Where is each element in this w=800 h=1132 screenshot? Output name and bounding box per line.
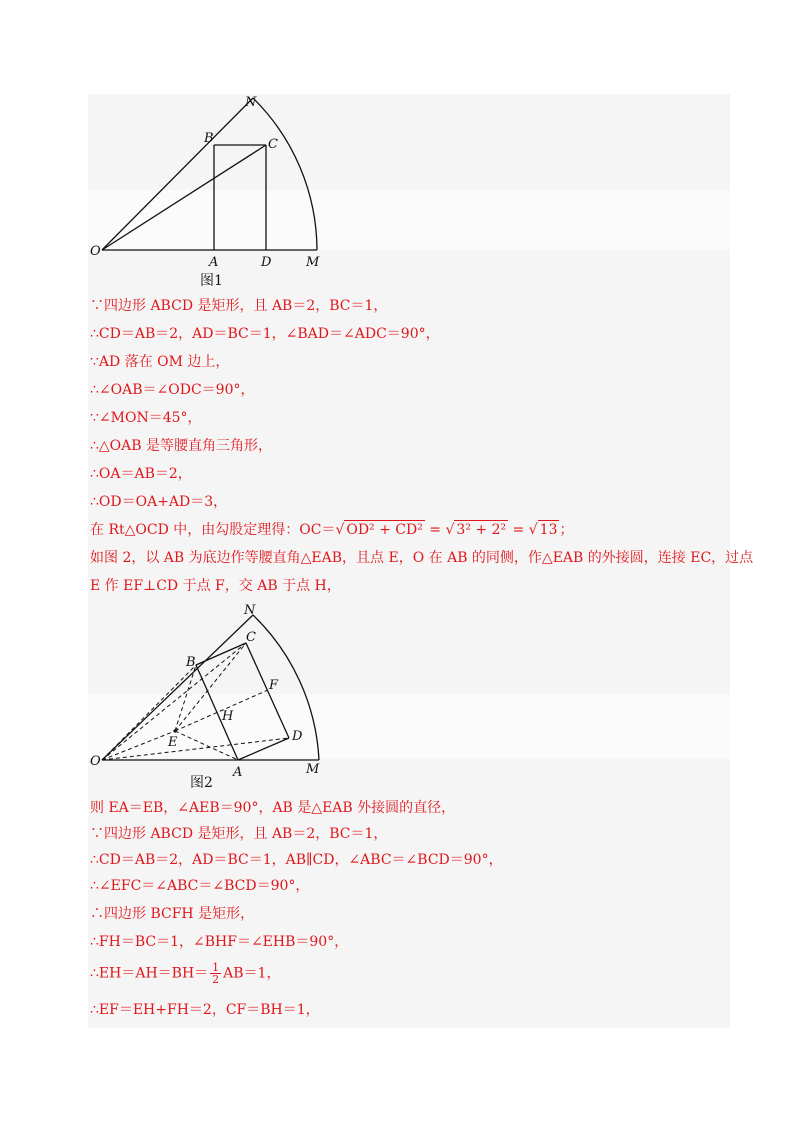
- solution-line: ∴∠OAB＝∠ODC＝90°，: [90, 382, 255, 398]
- point-label-D: D: [261, 255, 272, 270]
- pythagoras-suffix: ；: [559, 522, 574, 538]
- equals: =: [424, 522, 446, 538]
- solution-line: 如图 2，以 AB 为底边作等腰直角△EAB，且点 E，O 在 AB 的同侧，作△EAB 的外接圆，连接 EC，过点: [90, 550, 754, 566]
- sector-arc: [253, 98, 317, 250]
- point-label-M: M: [306, 255, 320, 270]
- solution-line: ∵四边形 ABCD 是矩形，且 AB＝2，BC＝1，: [90, 298, 388, 314]
- solution-line: ∴△OAB 是等腰直角三角形，: [90, 438, 272, 454]
- point-label-E: E: [168, 735, 178, 750]
- pythagoras-line: 在 Rt△OCD 中，由勾股定理得：OC＝√ OD² + CD² = √ 3² + 2² = √ 13 ；: [90, 522, 574, 538]
- point-label-N: N: [244, 603, 256, 618]
- fraction-one-half: [210, 962, 221, 985]
- solution-line: 则 EA＝EB，∠AEB＝90°，AB 是△EAB 外接圆的直径，: [90, 800, 456, 816]
- solution-line: ∵四边形 ABCD 是矩形，且 AB＝2，BC＝1，: [90, 826, 388, 842]
- solution-line: ∴OD＝OA+AD＝3，: [90, 494, 228, 510]
- half-line-prefix: ∴EH＝AH＝BH＝: [90, 965, 209, 982]
- point-E-dot: [173, 729, 176, 732]
- solution-line: ∴四边形 BCFH 是矩形，: [90, 906, 255, 922]
- solution-line: ∴CD＝AB＝2，AD＝BC＝1，∠BAD＝∠ADC＝90°，: [90, 326, 440, 342]
- figure-1-diagram: [88, 94, 348, 274]
- point-label-D: D: [292, 729, 303, 744]
- equals: =: [508, 522, 529, 538]
- solution-line: ∵∠MON＝45°，: [90, 410, 202, 426]
- radical-1: OD² + CD²: [346, 522, 423, 538]
- solution-line: ∴CD＝AB＝2，AD＝BC＝1，AB∥CD，∠ABC＝∠BCD＝90°，: [90, 852, 503, 868]
- fraction-denominator: 2: [212, 973, 220, 986]
- point-label-N: N: [245, 95, 257, 110]
- figure-1-caption: 图1: [200, 273, 223, 289]
- half-ab-line: [90, 962, 280, 985]
- solution-line: ∵AD 落在 OM 边上，: [90, 354, 230, 370]
- solution-line: ∴FH＝BC＝1，∠BHF＝∠EHB＝90°，: [90, 934, 349, 950]
- point-label-C: C: [268, 137, 278, 152]
- segment-OC: [102, 145, 266, 250]
- half-line-suffix: AB＝1，: [223, 965, 281, 982]
- point-label-B: B: [186, 655, 196, 670]
- figure-2-diagram: [88, 600, 348, 785]
- point-label-O: O: [90, 754, 101, 769]
- radical-3: 13: [539, 522, 558, 538]
- radical-2: 3² + 2²: [456, 522, 507, 538]
- solution-line: ∴EF＝EH+FH＝2，CF＝BH＝1，: [90, 1002, 320, 1018]
- fraction-numerator: 1: [212, 961, 220, 974]
- figure-2-caption: 图2: [190, 775, 213, 791]
- point-label-M: M: [306, 762, 320, 777]
- point-label-C: C: [246, 630, 256, 645]
- solution-line: ∴OA＝AB＝2，: [90, 466, 192, 482]
- pythagoras-prefix: 在 Rt△OCD 中，由勾股定理得：OC＝: [90, 522, 336, 538]
- solution-line: E 作 EF⊥CD 于点 F，交 AB 于点 H，: [90, 578, 341, 594]
- point-label-O: O: [90, 244, 101, 259]
- point-label-A: A: [233, 765, 243, 780]
- segment-ON: [102, 615, 253, 760]
- point-label-F: F: [269, 678, 279, 693]
- segment-ON: [102, 98, 253, 250]
- point-label-A: A: [209, 255, 219, 270]
- point-label-B: B: [204, 131, 214, 146]
- solution-line: ∴∠EFC＝∠ABC＝∠BCD＝90°，: [90, 878, 310, 894]
- point-label-H: H: [222, 709, 234, 724]
